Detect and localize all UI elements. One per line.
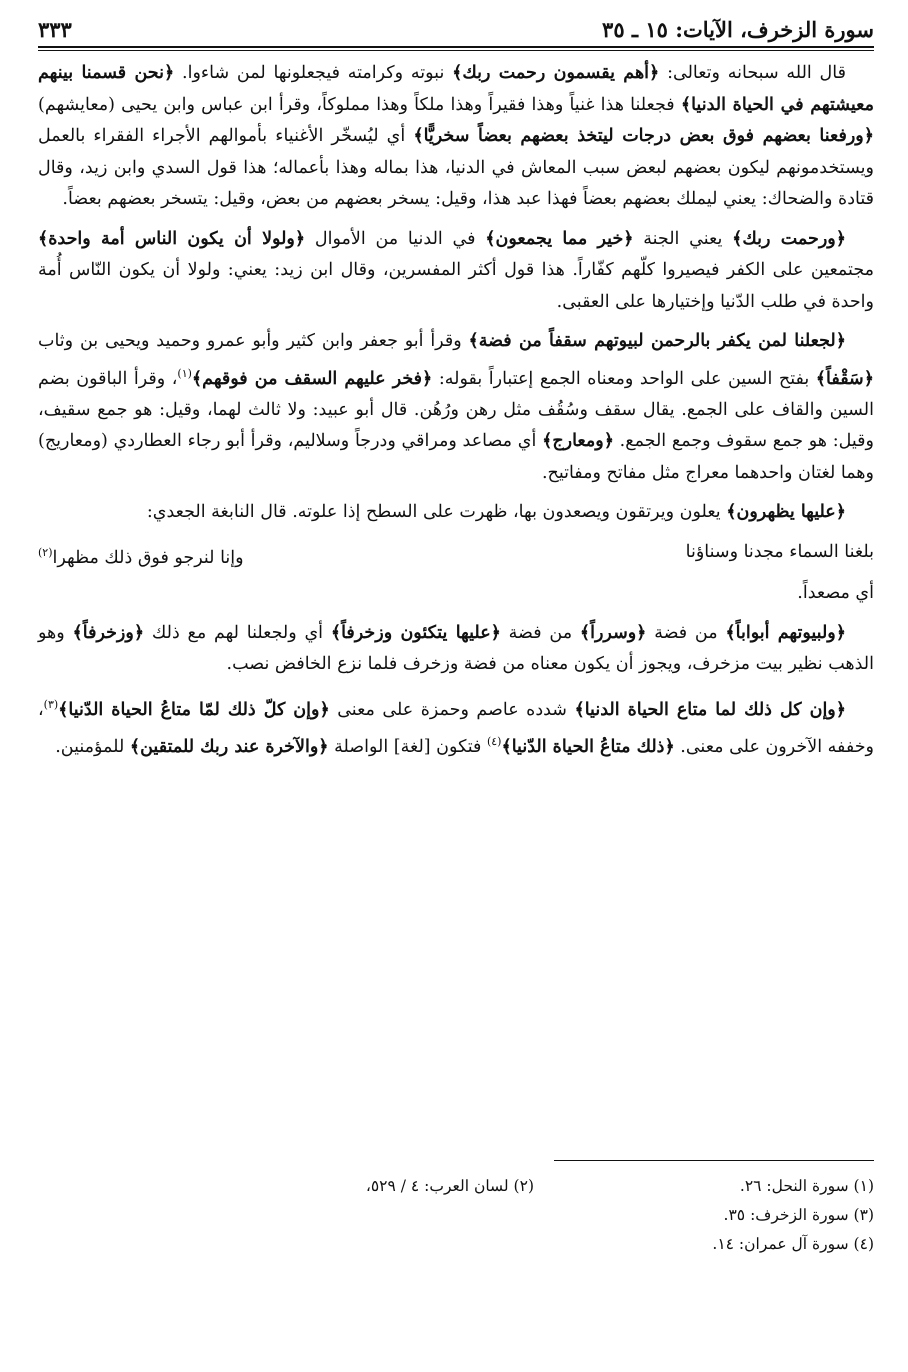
poetry-verse: [38, 537, 874, 574]
verse-hemistich-first: بلغنا السماء مجدنا وسناؤنا: [685, 541, 874, 562]
verse-hemistich-text: وإنا لنرجو فوق ذلك مظهرا: [52, 547, 244, 568]
quran-quote: ﴿وسرراً﴾: [579, 622, 647, 643]
footnote-ref: (٣): [43, 697, 59, 711]
quran-quote: ﴿والآخرة عند ربك للمتقين﴾: [129, 736, 329, 757]
text-run: للمؤمنين.: [55, 736, 130, 757]
text-run: شدده عاصم وحمزة على معنى: [329, 699, 575, 720]
footnote-2: [194, 1172, 534, 1201]
verse-gloss: أي مصعداً.: [797, 583, 874, 604]
quran-quote: ﴿فخر عليهم السقف من فوقهم﴾: [191, 368, 433, 389]
text-run: أي ولجعلنا لهم مع ذلك: [144, 622, 331, 643]
running-title: سورة الزخرف، الآيات: ١٥ ـ ٣٥: [602, 17, 874, 42]
footnote-number: (١): [853, 1177, 874, 1195]
book-page: [38, 0, 874, 1372]
text-run: بفتح السين على الواحد ومعناه الجمع إعتباراً بقوله:: [432, 368, 816, 389]
footnote-row: [38, 1201, 874, 1230]
footnote-ref: (٤): [486, 734, 502, 748]
paragraph: [38, 326, 874, 489]
footnote-row: [38, 1230, 874, 1259]
text-run: فجعلنا هذا غنياً وهذا فقيراً وهذا ملكاً وهذا مملوكاً، وقرأ ابن عباس وابن يحيى (معايشهم): [38, 94, 681, 115]
page-number: ٣٣٣: [38, 17, 72, 42]
text-run: من فضة: [500, 622, 580, 643]
footnote-3: [534, 1201, 874, 1230]
text-run: وهو الذهب نظير بيت مزخرف، ويجوز أن يكون معناه من فضة وزخرف فلما نزع الخافض نصب.: [38, 622, 874, 675]
quran-quote: ﴿سَقْفاً﴾: [815, 368, 874, 389]
quran-quote: ﴿ورحمت ربك﴾: [732, 228, 846, 249]
quran-quote: ﴿لجعلنا لمن يكفر بالرحمن لبيوتهم سقفاً من فضة﴾: [468, 331, 847, 351]
text-run: فتكون [لغة] الواصلة: [328, 736, 487, 757]
quran-quote: ﴿ورفعنا بعضهم فوق بعض درجات ليتخذ بعضهم بعضاً سخريًّا﴾: [413, 126, 875, 146]
footnote-rule: [554, 1160, 874, 1161]
footnote-text: سورة النحل: ٢٦.: [739, 1177, 849, 1195]
text-run: يعني الجنة: [633, 228, 733, 249]
text-run: وقرأ أبو جعفر وابن كثير وأبو عمرو وحميد ويحيى بن وثاب: [38, 331, 469, 351]
footnote-ref: (٢): [38, 545, 53, 559]
text-run: من فضة: [646, 622, 726, 643]
body-text: [38, 58, 874, 771]
paragraph: [38, 224, 874, 319]
paragraph: [38, 58, 874, 216]
text-run: قال الله سبحانه وتعالى:: [659, 63, 846, 83]
quran-quote: ﴿وإن كلّ ذلك لمّا متاعُ الحياة الدّنيا﴾: [58, 699, 330, 720]
paragraph-group: [38, 618, 874, 764]
verse-hemistich-second: [38, 537, 244, 574]
paragraph: [38, 618, 874, 681]
paragraph-group: [38, 58, 874, 529]
text-run: ، وخففه الآخرون على معنى.: [38, 699, 874, 757]
text-run: يعلون ويرتقون ويصعدون بها، ظهرت على السطح إذا علوته. قال النابغة الجعدي:: [146, 502, 727, 523]
quran-quote: ﴿عليها يتكئون وزخرفاً﴾: [330, 622, 501, 643]
quran-quote: ﴿عليها يظهرون﴾: [726, 502, 846, 523]
text-run: في الدنيا من الأموال: [305, 228, 486, 249]
footnote-1: [534, 1172, 874, 1201]
quran-quote: ﴿نحن قسمنا بينهم معيشتهم في الحياة الدنيا﴾: [38, 63, 874, 115]
text-run: مجتمعين على الكفر فيصيروا كلّهم كفّاراً. هذا قول أكثر المفسرين، وقال ابن زيد: يعني: ولولا أن يكون النّاس أُمة واحدة في طلب الدّنيا وإختيارها على العقبى.: [38, 260, 874, 312]
footnote-text: لسان العرب: ٤ / ٥٢٩،: [365, 1177, 509, 1195]
quran-quote: ﴿وزخرفاً﴾: [72, 622, 145, 643]
quran-quote: ﴿وإن كل ذلك لما متاع الحياة الدنيا﴾: [574, 699, 847, 720]
footnote-number: (٢): [513, 1177, 534, 1195]
quran-quote: ﴿ذلك متاعُ الحياة الدّنيا﴾: [501, 736, 675, 757]
text-run: أي مصاعد ومراقي ودرجاً وسلاليم، وقرأ أبو رجاء العطاردي (ومعاريج) وهما لغتان واحدهما معراج مثل مفاتح ومفاتيح.: [38, 431, 874, 483]
quran-quote: ﴿ومعارج﴾: [542, 431, 614, 452]
footnote-4: [534, 1230, 874, 1259]
header-rule: [38, 46, 874, 51]
footnote-text: سورة آل عمران: ١٤.: [712, 1235, 849, 1253]
quran-quote: ﴿ولولا أن يكون الناس أمة واحدة﴾: [38, 228, 306, 249]
footnote-text: سورة الزخرف: ٣٥.: [723, 1206, 849, 1224]
paragraph: [38, 497, 874, 529]
text-run: نبوته وكرامته فيجعلونها لمن شاءوا.: [174, 63, 453, 83]
footnote-number: (٤): [853, 1235, 874, 1253]
footnote-ref: (١): [177, 366, 192, 380]
footnotes: [38, 1172, 874, 1259]
footnote-row: [38, 1172, 874, 1201]
quran-quote: ﴿خير مما يجمعون﴾: [485, 228, 634, 249]
page-header: [38, 6, 874, 42]
text-run: ، وقرأ الباقون بضم السين والقاف على الجمع. يقال سقف وسُقُف مثل رهن ورُهُن. قال أبو عبيد: ولا ثالث لهما، وقيل: هو جمع سقيف، وقيل: هو جمع سقوف وجمع الجمع.: [38, 368, 875, 452]
quran-quote: ﴿ولبيوتهم أبواباً﴾: [725, 622, 846, 643]
text-run: أي ليُسخّر الأغنياء بأموالهم الأجراء الفقراء بالعمل ويستخدمونهم ليكون بعضهم لبعض سبب المعاش في الدنيا، هذا بماله وهذا بأعماله؛ هذا قول السدي وابن زيد، وقال قتادة والضحاك: يعني ليملك بعضهم بعضاً فهذا عبد هذا، وقيل: يسخر بعضهم من بعض، وقيل: يتسخر بعضهم بعضاً.: [38, 126, 874, 209]
paragraph: [38, 689, 874, 764]
footnote-number: (٣): [853, 1206, 874, 1224]
quran-quote: ﴿أهم يقسمون رحمت ربك﴾: [452, 63, 660, 83]
